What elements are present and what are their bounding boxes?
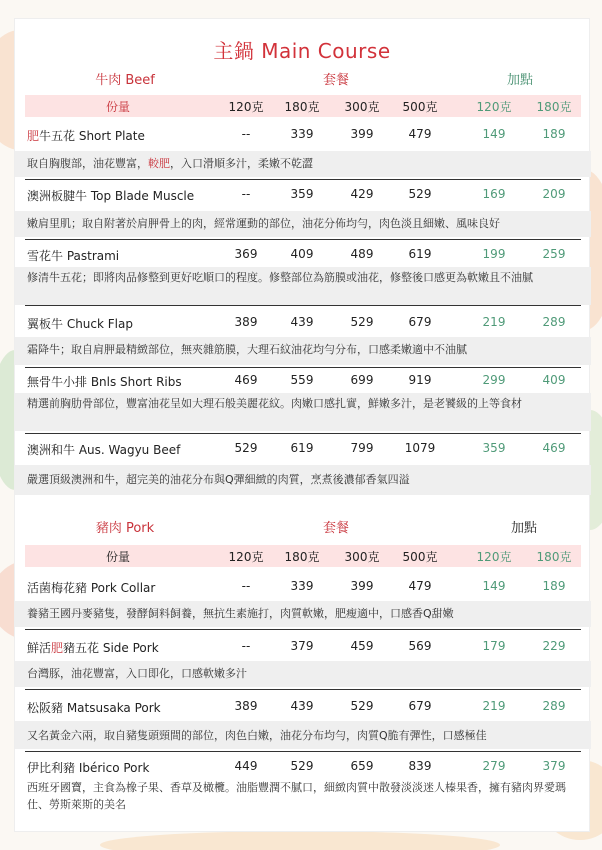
- desc-highlight: 較肥: [148, 157, 170, 170]
- price: 559: [290, 373, 314, 387]
- pork-addon-label: 加點: [510, 521, 537, 536]
- price: 799: [350, 441, 374, 455]
- item-name: 雪花牛 Pastrami: [27, 249, 120, 263]
- price: 619: [408, 247, 432, 261]
- item-name-text: 鮮活: [27, 641, 52, 655]
- item-name: [27, 127, 145, 144]
- price: 399: [350, 127, 374, 141]
- divider: [25, 305, 581, 306]
- item-description: 精選前胸肋骨部位，豐富油花呈如大理石般美麗花紋。肉嫩口感扎實，鮮嫩多汁，是老饕級的上等食材: [27, 397, 522, 410]
- price: 479: [408, 127, 432, 141]
- divider: [25, 179, 581, 180]
- menu-item: [25, 441, 581, 497]
- divider: [25, 629, 581, 630]
- price: 389: [234, 315, 258, 329]
- size-header: 120克: [228, 100, 264, 114]
- price: --: [241, 127, 251, 141]
- portion-label: 份量: [105, 550, 130, 564]
- size-header: 500克: [402, 100, 438, 114]
- menu-item: [25, 759, 581, 819]
- item-name: 翼板牛 Chuck Flap: [27, 317, 133, 331]
- addon-price: 379: [542, 759, 566, 773]
- price: 679: [408, 315, 432, 329]
- addon-size-header: 180克: [536, 550, 572, 564]
- price: 679: [408, 699, 432, 713]
- item-name: 澳洲和牛 Aus. Wagyu Beef: [27, 443, 181, 457]
- price: 459: [350, 639, 374, 653]
- price: 529: [350, 315, 374, 329]
- item-description: 養豬王國丹麥豬隻，發酵飼料飼養，無抗生素施打，肉質軟嫩，肥瘦適中，口感香Q甜嫩: [27, 607, 454, 620]
- beef-addon-label: 加點: [506, 73, 533, 88]
- addon-price: 219: [482, 315, 506, 329]
- price: 659: [350, 759, 374, 773]
- price: 339: [290, 579, 314, 593]
- menu-item: [25, 579, 581, 629]
- size-header: 500克: [402, 550, 438, 564]
- item-name: 澳洲板腱牛 Top Blade Muscle: [27, 189, 195, 203]
- divider: [25, 751, 581, 752]
- menu-item: [25, 127, 581, 177]
- addon-price: 229: [542, 639, 566, 653]
- size-header: 180克: [284, 100, 320, 114]
- desc-text: 取自胸腹部，油花豐富，: [27, 157, 148, 170]
- addon-price: 289: [542, 699, 566, 713]
- addon-size-header: 120克: [476, 100, 512, 114]
- addon-price: 179: [482, 639, 506, 653]
- price: 469: [234, 373, 258, 387]
- addon-price: 299: [482, 373, 506, 387]
- item-description: 西班牙國寶，主食為橡子果、香草及橄欖。油脂豐潤不膩口，細緻肉質中散發淡淡迷人榛果香，擁有豬肉界愛瑪仕、勞斯萊斯的美名: [27, 781, 566, 811]
- menu-page: [14, 18, 590, 832]
- menu-item: [25, 699, 581, 749]
- price: 439: [290, 315, 314, 329]
- item-description: [27, 155, 579, 172]
- beef-header-row: [25, 69, 581, 91]
- item-name: 活菌梅花豬 Pork Collar: [27, 581, 156, 595]
- price: 399: [350, 579, 374, 593]
- price: 479: [408, 579, 432, 593]
- price: 529: [408, 187, 432, 201]
- menu-item: [25, 315, 581, 365]
- item-description: 霜降牛；取自肩胛最精緻部位，無夾雜筋膜，大理石紋油花均勻分布，口感柔嫩適中不油膩: [27, 343, 467, 356]
- item-name-text: 豬五花 Side Pork: [63, 641, 159, 655]
- menu-item: [25, 639, 581, 689]
- pork-section: [25, 513, 581, 825]
- price: 409: [290, 247, 314, 261]
- item-description: 修清牛五花；即將肉品修整到更好吃順口的程度。修整部位為筋膜或油花，修整後口感更為軟嫩且不油膩: [27, 271, 533, 284]
- price: --: [241, 639, 251, 653]
- item-name: 伊比利豬 Ibérico Pork: [27, 761, 150, 775]
- beef-section: [25, 65, 581, 505]
- divider: [25, 367, 581, 368]
- item-name-highlight: 肥: [51, 641, 64, 655]
- beef-portion-row: [25, 98, 581, 120]
- price: --: [241, 579, 251, 593]
- item-name: 松阪豬 Matsusaka Pork: [27, 701, 161, 715]
- addon-price: 219: [482, 699, 506, 713]
- addon-size-header: 180克: [536, 100, 572, 114]
- page-title: 主鍋 Main Course: [213, 39, 391, 63]
- size-header: 300克: [344, 100, 380, 114]
- addon-price: 259: [542, 247, 566, 261]
- item-name: 無骨牛小排 Bnls Short Ribs: [27, 375, 182, 389]
- price: 919: [408, 373, 432, 387]
- addon-price: 149: [482, 127, 506, 141]
- price: 389: [234, 699, 258, 713]
- item-description: 嫩肩里肌；取自附著於肩胛骨上的肉，經常運動的部位，油花分佈均勻，肉色淡且細嫩、風味良好: [27, 217, 500, 230]
- portion-label: 份量: [105, 100, 130, 114]
- price: 439: [290, 699, 314, 713]
- pork-portion-row: [25, 548, 581, 570]
- price: 619: [290, 441, 314, 455]
- addon-price: 209: [542, 187, 566, 201]
- price: --: [241, 187, 251, 201]
- price: 359: [290, 187, 314, 201]
- item-description: 又名黃金六兩，取自豬隻頭頸間的部位，肉色白嫩，油花分布均勻，肉質Q脆有彈性，口感極佳: [27, 729, 487, 742]
- price: 1079: [404, 441, 436, 455]
- size-header: 300克: [344, 550, 380, 564]
- price: 339: [290, 127, 314, 141]
- beef-heading: 牛肉 Beef: [95, 73, 155, 88]
- price: 489: [350, 247, 374, 261]
- menu-item: [25, 187, 581, 237]
- divider: [25, 689, 581, 690]
- item-name: [27, 639, 159, 656]
- addon-price: 199: [482, 247, 506, 261]
- size-header: 180克: [284, 550, 320, 564]
- beef-set-label: 套餐: [322, 73, 349, 88]
- addon-price: 189: [542, 127, 566, 141]
- addon-price: 279: [482, 759, 506, 773]
- addon-price: 289: [542, 315, 566, 329]
- price: 449: [234, 759, 258, 773]
- pork-header-row: [25, 517, 581, 539]
- menu-item: [25, 373, 581, 431]
- size-header: 120克: [228, 550, 264, 564]
- item-name-highlight: 肥: [27, 129, 40, 143]
- item-description: 嚴選頂級澳洲和牛，超完美的油花分布與Q彈細緻的肉質，烹煮後濃郁香氣四溢: [27, 473, 410, 486]
- price: 569: [408, 639, 432, 653]
- addon-size-header: 120克: [476, 550, 512, 564]
- pork-set-label: 套餐: [322, 521, 349, 536]
- price: 839: [408, 759, 432, 773]
- price: 529: [350, 699, 374, 713]
- addon-price: 169: [482, 187, 506, 201]
- price: 369: [234, 247, 258, 261]
- addon-price: 469: [542, 441, 566, 455]
- item-description: 台灣豚，油花豐富，入口即化，口感軟嫩多汁: [27, 667, 247, 680]
- price: 379: [290, 639, 314, 653]
- item-name-text: 牛五花 Short Plate: [39, 129, 145, 143]
- pork-heading: 豬肉 Pork: [95, 521, 155, 536]
- addon-price: 189: [542, 579, 566, 593]
- price: 699: [350, 373, 374, 387]
- desc-text: ，入口滑順多汁，柔嫩不乾澀: [170, 157, 313, 170]
- price: 529: [290, 759, 314, 773]
- divider: [25, 239, 581, 240]
- addon-price: 149: [482, 579, 506, 593]
- price: 429: [350, 187, 374, 201]
- price: 529: [234, 441, 258, 455]
- addon-price: 409: [542, 373, 566, 387]
- menu-item: [25, 247, 581, 305]
- divider: [25, 433, 581, 434]
- addon-price: 359: [482, 441, 506, 455]
